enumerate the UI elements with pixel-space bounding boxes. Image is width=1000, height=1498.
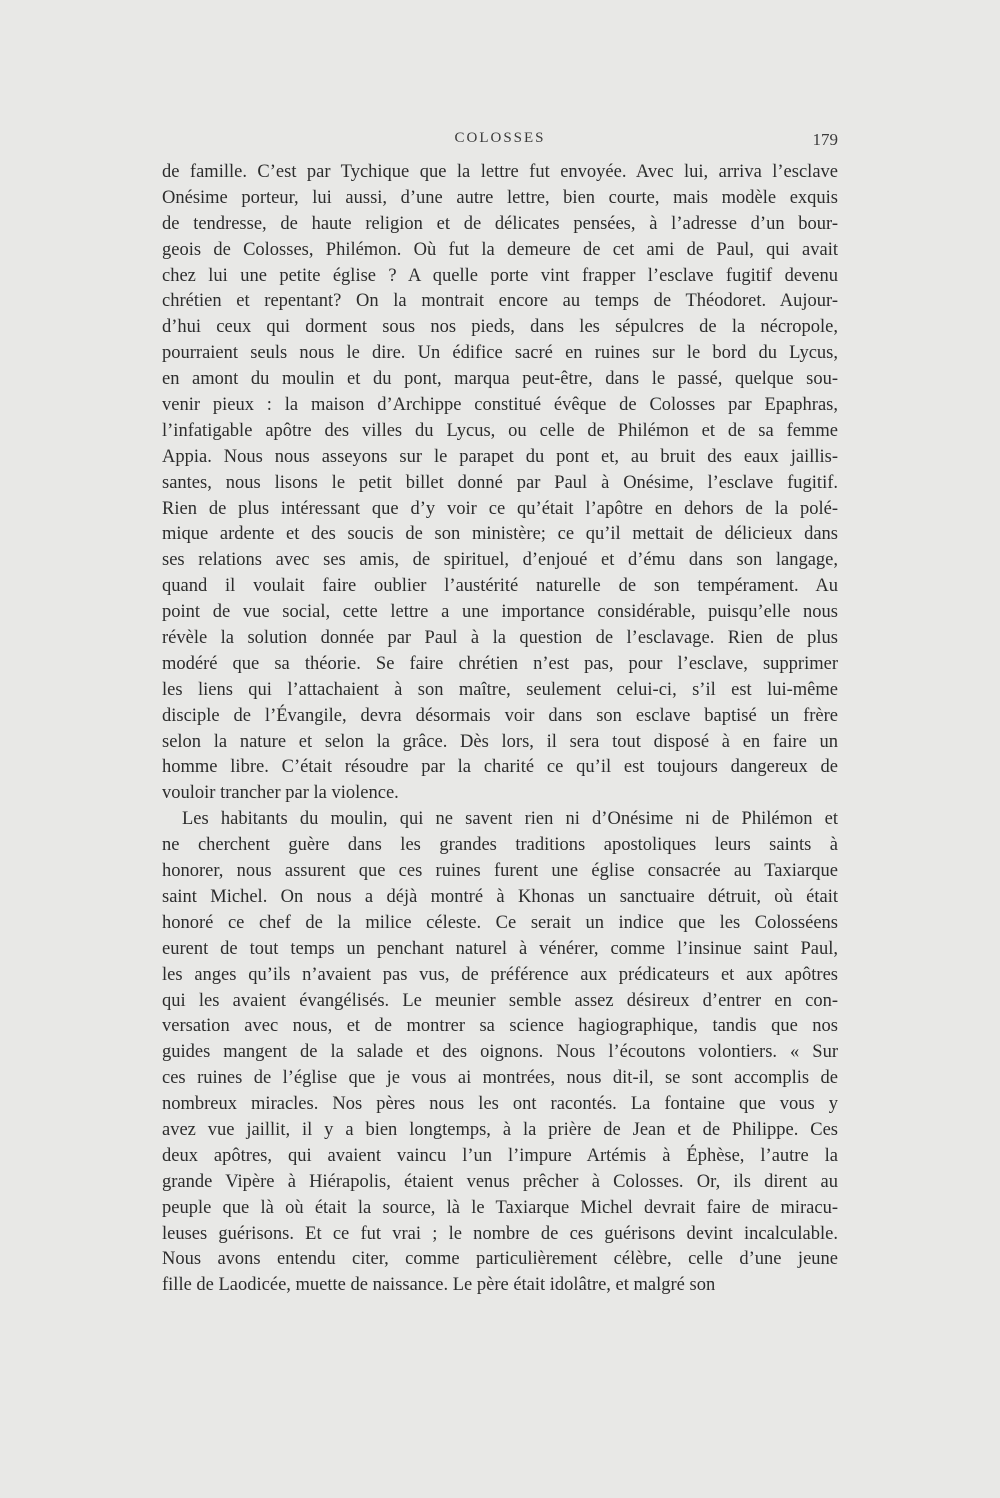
running-head <box>162 130 838 154</box>
text-line: d’hui ceux qui dorment sous nos pieds, dans les sépulcres de la nécropole, <box>162 317 838 338</box>
text-line: guides mangent de la salade et des oignons. Nous l’écoutons volontiers. « Sur <box>162 1042 838 1063</box>
text-line: fille de Laodicée, muette de naissance. Le père était idolâtre, et malgré son <box>162 1275 716 1296</box>
text-line: de tendresse, de haute religion et de délicates pensées, à l’adresse d’un bour- <box>162 213 838 234</box>
text-line: les anges qu’ils n’avaient pas vus, de préférence aux prédicateurs et aux apôtres <box>162 964 838 985</box>
text-line: ne cherchent guère dans les grandes traditions apostoliques leurs saints à <box>162 835 838 856</box>
text-line: santes, nous lisons le petit billet donné par Paul à Onésime, l’esclave fugitif. <box>162 472 838 493</box>
text-line: les liens qui l’attachaient à son maître, seulement celui-ci, s’il est lui-même <box>162 679 838 700</box>
text-line: modéré que sa théorie. Se faire chrétien n’est pas, pour l’esclave, supprimer <box>162 653 838 674</box>
text-line: honoré ce chef de la milice céleste. Ce serait un indice que les Colosséens <box>162 912 838 933</box>
text-line: grande Vipère à Hiérapolis, étaient venus prêcher à Colosses. Or, ils dirent au <box>162 1171 838 1192</box>
text-line: nombreux miracles. Nos pères nous les ont racontés. La fontaine que vous y <box>162 1094 838 1115</box>
text-line: Rien de plus intéressant que d’y voir ce qu’était l’apôtre en dehors de la polé- <box>162 498 838 519</box>
text-line: révèle la solution donnée par Paul à la question de l’esclavage. Rien de plus <box>162 628 838 649</box>
text-line: peuple que là où était la source, là le Taxiarque Michel devrait faire de miracu- <box>162 1197 838 1218</box>
text-line: quand il voulait faire oublier l’austérité naturelle de son tempérament. Au <box>162 576 838 597</box>
text-line: disciple de l’Évangile, devra désormais voir dans son esclave baptisé un frère <box>162 705 838 726</box>
text-line: eurent de tout temps un penchant naturel à vénérer, comme l’insinue saint Paul, <box>162 938 838 959</box>
text-line: pourraient seuls nous le dire. Un édifice sacré en ruines sur le bord du Lycus, <box>162 343 838 364</box>
text-line: ses relations avec ses amis, de spirituel, d’enjoué et d’ému dans son langage, <box>162 550 838 571</box>
text-line: deux apôtres, qui avaient vaincu l’un l’impure Artémis à Éphèse, l’autre la <box>162 1145 838 1166</box>
page-number: 179 <box>812 130 838 149</box>
body-text <box>162 160 838 1299</box>
running-title: COLOSSES <box>454 130 546 146</box>
text-line: ces ruines de l’église que je vous ai montrées, nous dit-il, se sont accomplis de <box>162 1068 838 1089</box>
text-line: Appia. Nous nous asseyons sur le parapet du pont et, au bruit des eaux jaillis- <box>162 446 838 467</box>
text-line: versation avec nous, et de montrer sa science hagiographique, tandis que nos <box>162 1016 838 1037</box>
text-line: mique ardente et des soucis de son ministère; ce qu’il mettait de délicieux dans <box>162 524 838 545</box>
text-line: point de vue social, cette lettre a une importance considérable, puisqu’elle nous <box>162 602 838 623</box>
text-line: de famille. C’est par Tychique que la lettre fut envoyée. Avec lui, arriva l’esclave <box>162 162 838 182</box>
text-line: Onésime porteur, lui aussi, d’une autre lettre, bien courte, mais modèle exquis <box>162 187 838 208</box>
text-line: chez lui une petite église ? A quelle porte vint frapper l’esclave fugitif devenu <box>162 265 838 286</box>
text-line: l’infatigable apôtre des villes du Lycus, ou celle de Philémon et de sa femme <box>162 420 838 441</box>
text-line: geois de Colosses, Philémon. Où fut la demeure de cet ami de Paul, qui avait <box>162 239 838 260</box>
text-line: avez vue jaillit, il y a bien longtemps, à la prière de Jean et de Philippe. Ces <box>162 1119 838 1140</box>
text-line: honorer, nous assurent que ces ruines furent une église consacrée au Taxiarque <box>162 861 838 882</box>
text-line: qui les avaient évangélisés. Le meunier semble assez désireux d’entrer en con- <box>162 990 838 1011</box>
text-line: chrétien et repentant? On la montrait encore au temps de Théodoret. Aujour- <box>162 291 838 312</box>
text-line: selon la nature et selon la grâce. Dès lors, il sera tout disposé à en faire un <box>162 731 838 752</box>
text-line: saint Michel. On nous a déjà montré à Khonas un sanctuaire détruit, où était <box>162 886 838 907</box>
text-line: en amont du moulin et du pont, marqua peut-être, dans le passé, quelque sou- <box>162 369 838 390</box>
text-line: homme libre. C’était résoudre par la charité ce qu’il est toujours dangereux de <box>162 757 838 778</box>
text-line: vouloir trancher par la violence. <box>162 783 399 804</box>
text-line: Les habitants du moulin, qui ne savent rien ni d’Onésime ni de Philémon et <box>182 809 838 830</box>
text-line: Nous avons entendu citer, comme particulièrement célèbre, celle d’une jeune <box>162 1249 838 1270</box>
paragraph <box>162 160 838 807</box>
paragraph <box>162 807 838 1299</box>
text-line: venir pieux : la maison d’Archippe constitué évêque de Colosses par Epaphras, <box>162 395 838 416</box>
text-line: leuses guérisons. Et ce fut vrai ; le nombre de ces guérisons devint incalculable. <box>162 1223 838 1244</box>
